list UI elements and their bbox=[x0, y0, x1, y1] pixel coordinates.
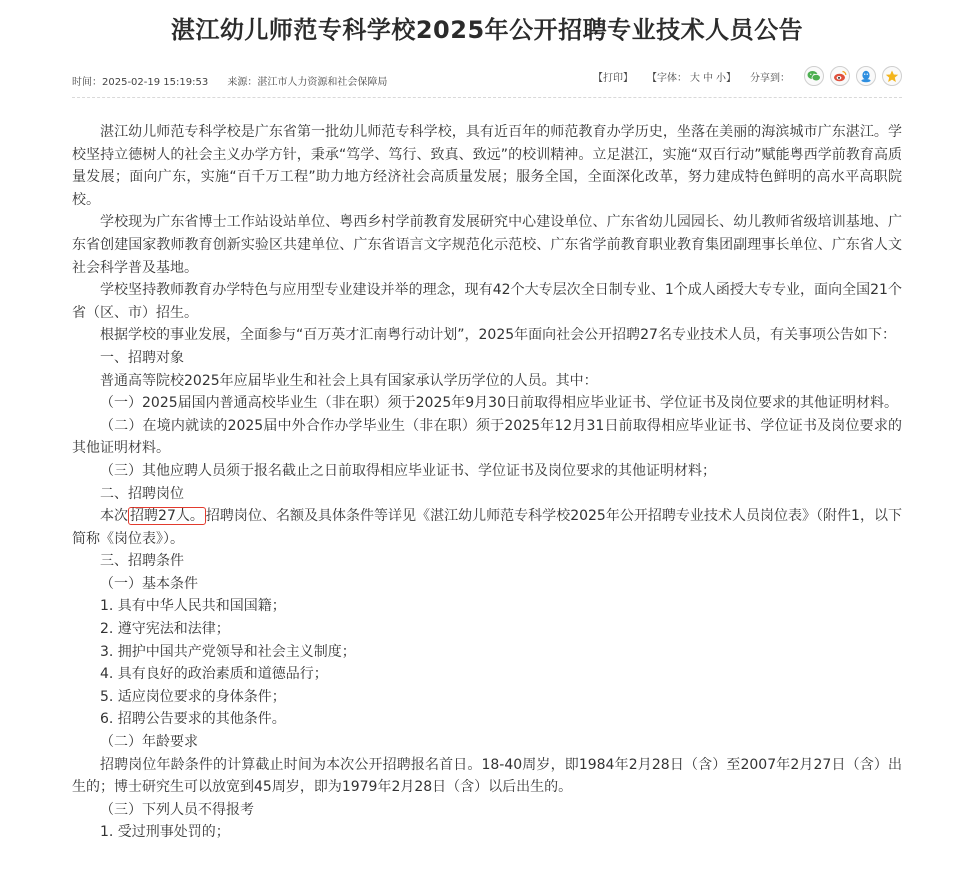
page-title: 湛江幼儿师范专科学校2025年公开招聘专业技术人员公告 bbox=[170, 16, 804, 44]
section-heading-conditions: 三、招聘条件 bbox=[100, 553, 184, 570]
wechat-icon bbox=[807, 70, 821, 82]
paragraph-positions: 本次 招聘27人。 招聘岗位、名额及具体条件等详见《湛江幼儿师范专科学校2025年公开招聘专业技术人员岗位表》（附件1，以下简称《岗位表》）。 bbox=[72, 508, 902, 547]
paragraph-intro: 湛江幼儿师范专科学校是广东省第一批幼儿师范专科学校，具有近百年的师范教育办学历史，坐落在美丽的海滨城市广东湛江。学校坚持立德树人的社会主义办学方针，秉承“笃学、笃行、致真、致远”的校训精神。立足湛江，实施“双百行动”赋能粤西学前教育高质量发展；面向广东，实施“百千万工程”助力地方经济社会高质量发展；服务全国，全面深化改革，努力建成特色鲜明的高水平高职院校。 bbox=[72, 124, 902, 208]
section-heading-targets: 一、招聘对象 bbox=[100, 349, 184, 366]
subsection-age-requirement: （二）年龄要求 bbox=[100, 734, 198, 751]
paragraph-status: 学校现为广东省博士工作站设站单位、粤西乡村学前教育发展研究中心建设单位、广东省幼儿园园长、幼儿教师省级培训基地、广东省创建国家教师教育创新实验区共建单位、广东省语言文字规范化示范校、广东省学前教育职业教育集团副理事长单位、广东省人文社会科学普及基地。 bbox=[72, 214, 902, 276]
condition-item: 4. 具有良好的政治素质和道德品行； bbox=[100, 666, 328, 683]
font-size-label: 【字体： bbox=[647, 72, 687, 84]
font-size-control bbox=[647, 69, 736, 84]
condition-item: 3. 拥护中国共产党领导和社会主义制度； bbox=[100, 643, 356, 660]
share-qq-button[interactable] bbox=[856, 66, 876, 86]
paragraph-majors: 学校坚持教师教育办学特色与应用型专业建设并举的理念，现有42个大专层次全日制专业、1个成人函授大专专业，面向全国21个省（区、市）招生。 bbox=[72, 282, 902, 321]
share-wechat-button[interactable] bbox=[804, 66, 824, 86]
share-label: 分享到： bbox=[750, 72, 790, 84]
disqualified-item: 1. 受过刑事处罚的； bbox=[100, 824, 230, 841]
article-body bbox=[72, 121, 902, 844]
article-meta-bar bbox=[72, 66, 902, 92]
font-size-close: 】 bbox=[726, 72, 736, 84]
print-button[interactable]: 【打印】 bbox=[593, 72, 633, 84]
qzone-icon bbox=[885, 70, 899, 83]
condition-item: 1. 具有中华人民共和国国籍； bbox=[100, 598, 286, 615]
subsection-basic-conditions: （一）基本条件 bbox=[100, 575, 198, 592]
subsection-disqualified: （三）下列人员不得报考 bbox=[100, 801, 254, 818]
share-qzone-button[interactable] bbox=[882, 66, 902, 86]
article-info bbox=[72, 73, 403, 88]
paragraph-age-requirement: 招聘岗位年龄条件的计算截止时间为本次公开招聘报名首日。18-40周岁，即1984年2月28日（含）至2007年2月27日（含）出生的；博士研究生可以放宽到45周岁，即为1979年2月28日（含）以后出生的。 bbox=[72, 756, 902, 796]
publish-time: 时间：2025-02-19 15:19:53 bbox=[72, 77, 209, 88]
font-small-button[interactable]: 小 bbox=[716, 72, 726, 84]
paragraph-target-other: （三）其他应聘人员须于报名截止之日前取得相应毕业证书、学位证书及岗位要求的其他证明材料； bbox=[100, 462, 716, 479]
font-large-button[interactable]: 大 bbox=[690, 72, 700, 84]
condition-item: 2. 遵守宪法和法律； bbox=[100, 621, 230, 638]
qq-icon bbox=[860, 70, 872, 83]
condition-item: 5. 适应岗位要求的身体条件； bbox=[100, 688, 286, 705]
section-heading-positions: 二、招聘岗位 bbox=[100, 485, 184, 502]
paragraph-targets: 普通高等院校2025年应届毕业生和社会上具有国家承认学历学位的人员。其中： bbox=[100, 372, 598, 389]
paragraph-target-joint: （二）在境内就读的2025届中外合作办学毕业生（非在职）须于2025年12月31日前取得相应毕业证书、学位证书及岗位要求的其他证明材料。 bbox=[72, 417, 902, 457]
paragraph-announcement: 根据学校的事业发展，全面参与“百万英才汇南粤行动计划”，2025年面向社会公开招聘27名专业技术人员，有关事项公告如下： bbox=[100, 327, 896, 344]
share-weibo-button[interactable] bbox=[830, 66, 850, 86]
title-divider bbox=[72, 97, 902, 98]
highlight-recruit-count: 招聘27人。 bbox=[130, 508, 204, 525]
weibo-icon bbox=[833, 70, 847, 82]
condition-item: 6. 招聘公告要求的其他条件。 bbox=[100, 711, 286, 728]
article-tools bbox=[593, 66, 902, 86]
font-medium-button[interactable]: 中 bbox=[703, 72, 713, 84]
article-source: 来源：湛江市人力资源和社会保障局 bbox=[227, 77, 388, 88]
paragraph-target-domestic: （一）2025届国内普通高校毕业生（非在职）须于2025年9月30日前取得相应毕业证书、学位证书及岗位要求的其他证明材料。 bbox=[100, 395, 898, 412]
